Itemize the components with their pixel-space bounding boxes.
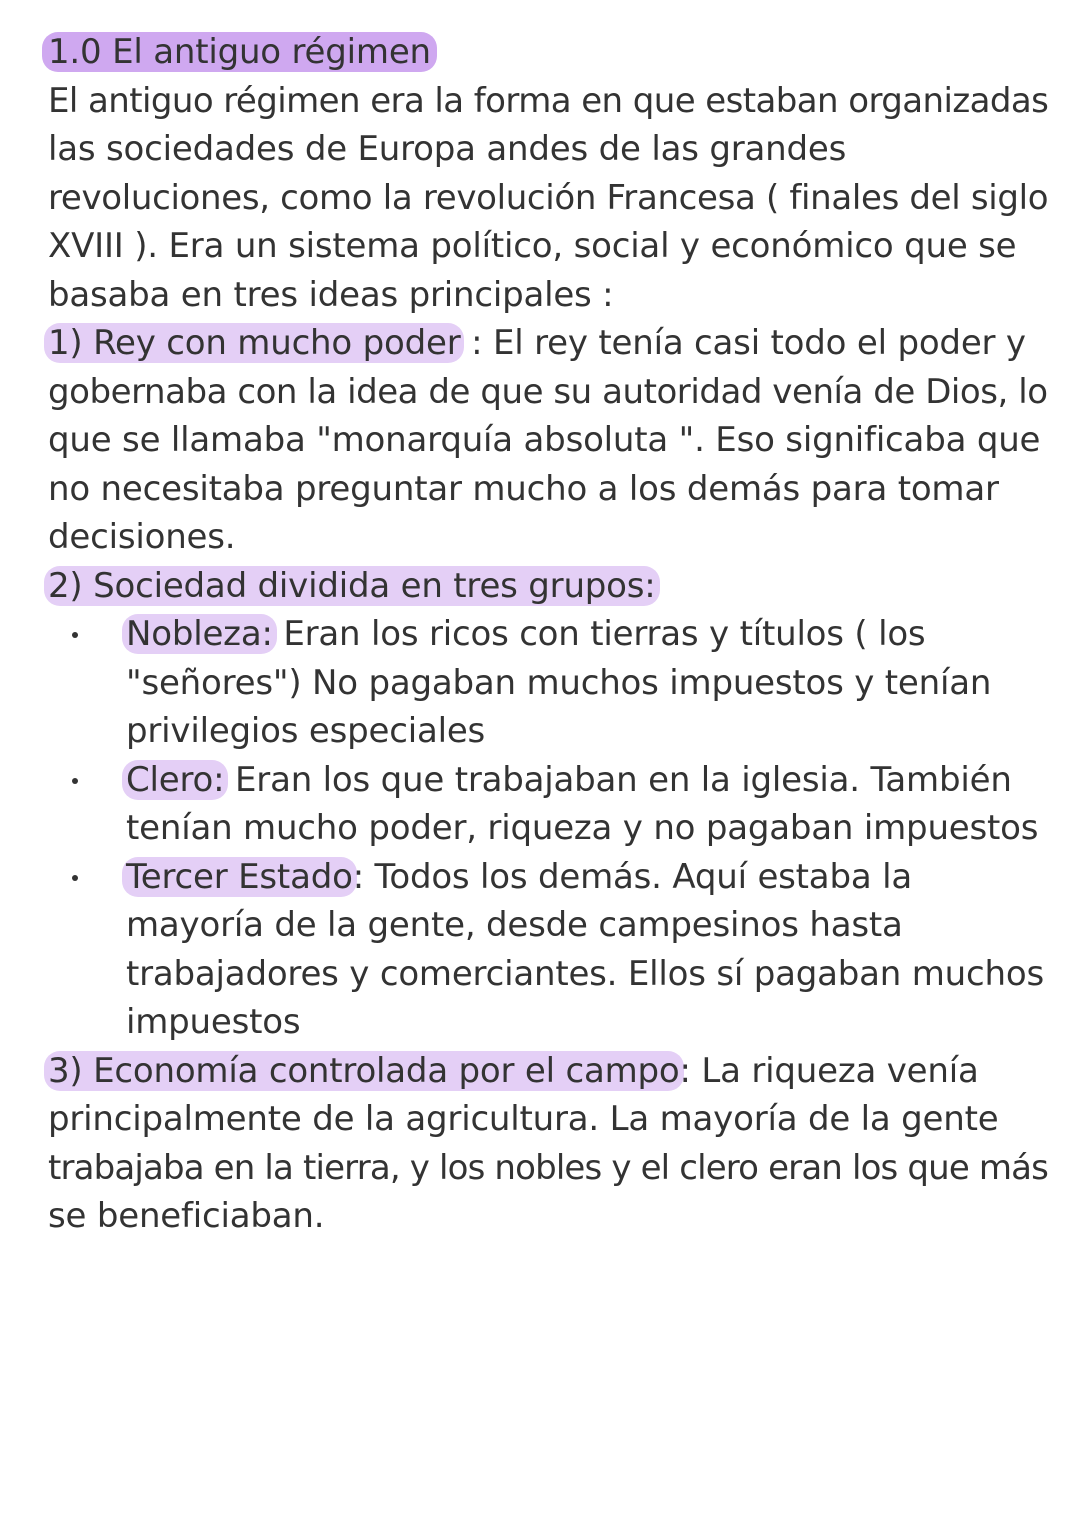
- list-item-line: trabajadores y comerciantes. Ellos sí pagaban muchos: [126, 953, 1044, 994]
- list-item-line: tenían mucho poder, riqueza y no pagaban impuestos: [126, 808, 1039, 848]
- list-item-line: "señores") No pagaban muchos impuestos y tenían: [126, 662, 992, 703]
- list-item-line: impuestos: [126, 1002, 301, 1042]
- term-tercer-estado: Tercer Estado: [122, 857, 357, 897]
- intro-line: El antiguo régimen era la forma en que estaban organizadas: [48, 80, 1049, 121]
- intro-line: basaba en tres ideas principales :: [48, 274, 614, 315]
- title-highlight: 1.0 El antiguo régimen: [42, 32, 437, 72]
- estates-list: [48, 610, 1048, 1047]
- intro-line: revoluciones, como la revolución Francesa ( finales del siglo: [48, 177, 1049, 218]
- point-3-line: trabajaba en la tierra, y los nobles y el clero eran los que más: [48, 1147, 1049, 1188]
- list-item-first-line: [126, 853, 1048, 902]
- bullet-icon: [72, 632, 78, 638]
- notes-page: [48, 28, 1048, 1241]
- point-1: [48, 319, 1048, 562]
- bullet-icon: [72, 875, 78, 881]
- point-1-line: gobernaba con la idea de que su autoridad venía de Dios, lo: [48, 371, 1048, 412]
- point-1-text: : El rey tenía casi todo el poder y: [460, 323, 1026, 363]
- intro-line: XVIII ). Era un sistema político, social y económico que se: [48, 226, 1017, 266]
- point-3-first-line: [48, 1047, 1048, 1096]
- list-item-line: mayoría de la gente, desde campesinos hasta: [126, 905, 903, 945]
- point-1-first-line: [48, 319, 1048, 368]
- list-item-tercer-estado: [48, 853, 1048, 1047]
- point-3-label: 3) Economía controlada por el campo: [44, 1051, 684, 1091]
- point-1-line: que se llamaba "monarquía absoluta ". Eso significaba que: [48, 420, 1041, 460]
- point-2-label: 2) Sociedad dividida en tres grupos:: [44, 566, 660, 606]
- point-1-label: 1) Rey con mucho poder: [44, 323, 464, 363]
- point-1-line: decisiones.: [48, 517, 236, 557]
- point-3: [48, 1047, 1048, 1241]
- list-item-nobleza: [48, 610, 1048, 756]
- intro-line: las sociedades de Europa andes de las grandes: [48, 129, 847, 169]
- term-clero: Clero:: [122, 760, 228, 800]
- clero-text: Eran los que trabajaban en la iglesia. También: [224, 759, 1012, 800]
- list-item-line: privilegios especiales: [126, 711, 486, 751]
- point-3-line: principalmente de la agricultura. La mayoría de la gente: [48, 1099, 999, 1139]
- nobleza-text: Eran los ricos con tierras y títulos ( los: [272, 614, 926, 654]
- bullet-icon: [72, 778, 78, 784]
- point-2-heading: [48, 562, 1048, 611]
- list-item-clero: [48, 756, 1048, 853]
- point-2: [48, 562, 1048, 1047]
- point-3-line: se beneficiaban.: [48, 1196, 325, 1236]
- list-item-first-line: [126, 756, 1048, 805]
- term-nobleza: Nobleza:: [122, 614, 277, 654]
- point-3-text: : La riqueza venía: [679, 1050, 979, 1091]
- page-title: [48, 28, 1048, 77]
- point-1-line: no necesitaba preguntar mucho a los demás para tomar: [48, 468, 999, 509]
- intro-paragraph: [48, 77, 1048, 320]
- tercer-estado-text: : Todos los demás. Aquí estaba la: [352, 856, 912, 897]
- list-item-first-line: [126, 610, 1048, 659]
